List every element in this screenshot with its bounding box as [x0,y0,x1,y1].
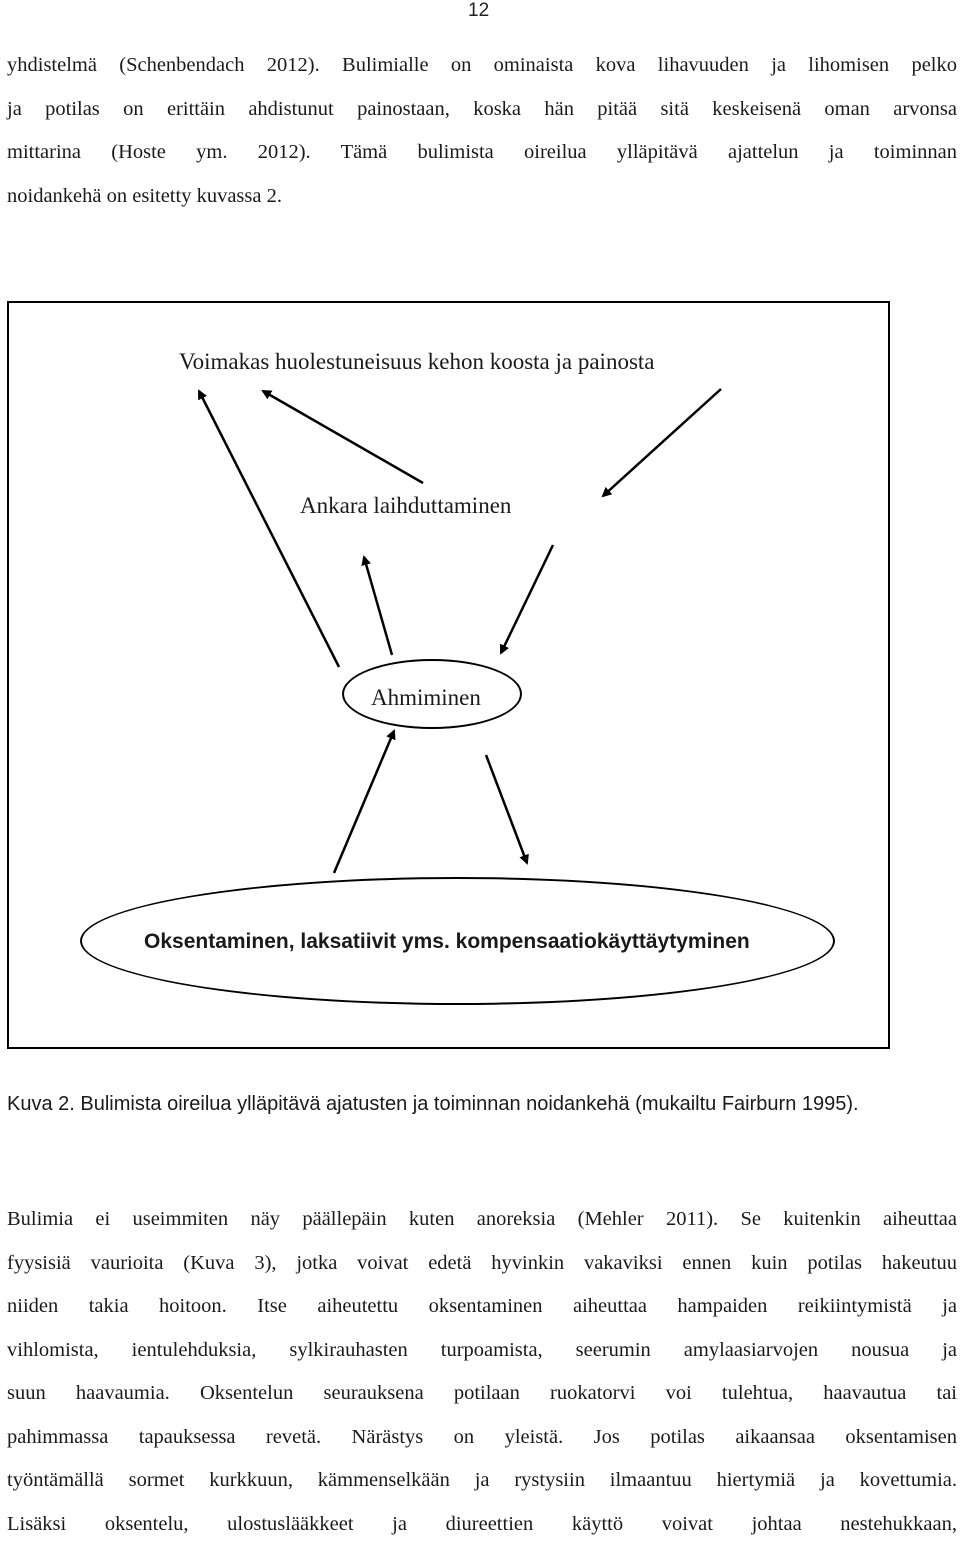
page-number: 12 [468,0,489,22]
arrow-diet-to-concern [263,391,423,483]
paragraph-line: ja potilas on erittäin ahdistunut painostaan, koska hän pitää sitä keskeisenä oman arvonsa [7,88,957,132]
arrow-diet-to-binge [501,545,553,653]
intro-paragraph [7,44,957,218]
arrow-binge-to-purge [486,755,527,863]
node-binge-eating: Ahmiminen [371,685,481,711]
arrow-binge-to-diet [364,557,392,655]
arrow-purge-to-binge [334,731,394,873]
body-paragraph [7,1198,957,1546]
figure-caption: Kuva 2. Bulimista oireilua ylläpitävä ajatusten ja toiminnan noidankehä (mukailtu Fairburn 1995). [7,1093,859,1116]
paragraph-line: niiden takia hoitoon. Itse aiheutettu oksentaminen aiheuttaa hampaiden reikiintymistä ja [7,1285,957,1329]
paragraph-line: Lisäksi oksentelu, ulostuslääkkeet ja diureettien käyttö voivat johtaa nestehukkaan, [7,1503,957,1546]
paragraph-line: fyysisiä vaurioita (Kuva 3), jotka voivat edetä hyvinkin vakaviksi ennen kuin potilas hakeutuu [7,1242,957,1286]
paragraph-line: Bulimia ei useimmiten näy päällepäin kuten anoreksia (Mehler 2011). Se kuitenkin aiheuttaa [7,1198,957,1242]
paragraph-line: suun haavaumia. Oksentelun seurauksena potilaan ruokatorvi voi tulehtua, haavautua tai [7,1372,957,1416]
paragraph-line: noidankehä on esitetty kuvassa 2. [7,175,957,219]
paragraph-line: yhdistelmä (Schenbendach 2012). Bulimialle on ominaista kova lihavuuden ja lihomisen pelko [7,44,957,88]
paragraph-line: mittarina (Hoste ym. 2012). Tämä bulimista oireilua ylläpitävä ajattelun ja toiminnan [7,131,957,175]
node-compensatory-behaviour: Oksentaminen, laksatiivit yms. kompensaatiokäyttäytyminen [144,930,750,954]
arrow-binge-to-concern [199,391,339,667]
node-strict-dieting: Ankara laihduttaminen [300,493,511,519]
node-weight-concern: Voimakas huolestuneisuus kehon koosta ja painosta [179,349,655,375]
figure-vicious-circle [7,301,890,1049]
paragraph-line: työntämällä sormet kurkkuun, kämmenselkään ja rystysiin ilmaantuu hiertymiä ja kovettumia. [7,1459,957,1503]
arrow-concern-to-diet [603,389,721,496]
paragraph-line: pahimmassa tapauksessa revetä. Närästys on yleistä. Jos potilas aikaansaa oksentamisen [7,1416,957,1460]
paragraph-line: vihlomista, ientulehduksia, sylkirauhasten turpoamista, seerumin amylaasiarvojen nousua ja [7,1329,957,1373]
